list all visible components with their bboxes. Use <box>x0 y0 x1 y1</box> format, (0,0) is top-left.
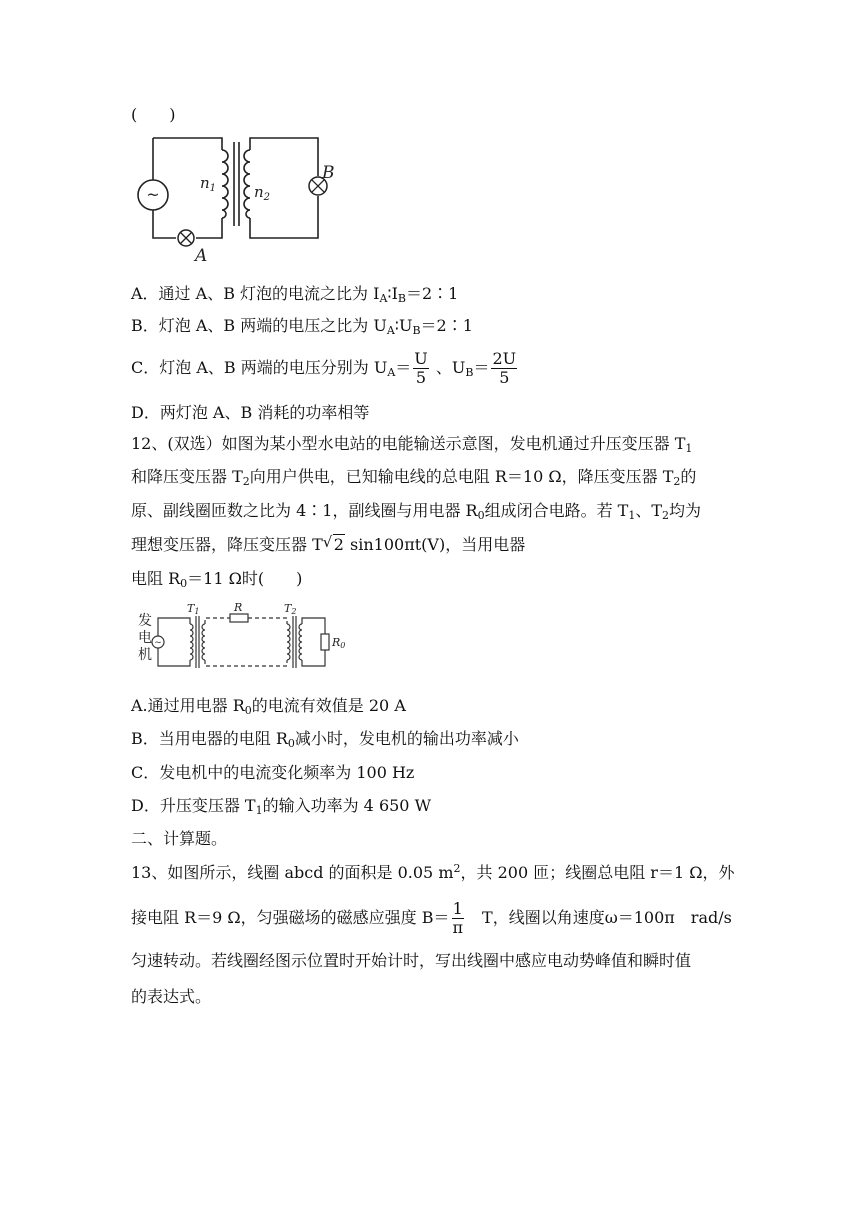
q13-stem-line-1: 13、如图所示，线圈 abcd 的面积是 0.05 $m^2$，共 200 匝；线圈总电阻 r＝1 Ω，外 <box>131 862 735 882</box>
q12-option-b: B．当用电器的电阻 $R_0$减小时，发电机的输出功率减小 <box>131 729 519 750</box>
q11-option-a: A．通过 A、B 灯泡的电流之比为 $I_A∶I_B=2∶1$ <box>131 284 459 305</box>
q12-power-transmission-figure <box>130 600 360 675</box>
label-t2: T2 <box>284 602 297 616</box>
q13-stem-line-3: 匀速转动。若线圈经图示位置时开始计时，写出线圈中感应电动势峰值和瞬时值 <box>131 951 692 970</box>
label-bulb-a: A <box>195 246 208 266</box>
q12-stem-line-3: 原、副线圈匝数之比为 4∶1，副线圈与用电器 $R_0$组成闭合电路。若 $T_1$、$T_2$均为 <box>131 501 702 522</box>
section-heading-calculation: 二、计算题。 <box>131 829 228 848</box>
label-t1: T1 <box>187 602 200 616</box>
q12-option-a: A.通过用电器 $R_0$的电流有效值是 20 A <box>131 696 406 717</box>
load-resistor-r0 <box>321 634 329 650</box>
q12-stem-line-2: 和降压变压器 $T_2$向用户供电，已知输电线的总电阻 R＝10 Ω，降压变压器 $T_2$的 <box>131 467 697 488</box>
fraction-2u-over-5: $\frac{2U}{5}$ <box>492 349 517 387</box>
svg-text:发: 发 <box>138 613 152 629</box>
label-n2: $n_2$ <box>254 183 271 203</box>
label-n1: $n_1$ <box>200 174 217 194</box>
svg-text:电: 电 <box>138 630 152 646</box>
q12-stem-line-5: 电阻 $R_0=11$ Ω时( ) <box>131 569 303 590</box>
fraction-u-over-5: $\frac{U}{5}$ <box>414 349 428 387</box>
fraction-1-over-pi: $\frac{1}{\pi}$ <box>452 899 464 937</box>
q11-option-b: B．灯泡 A、B 两端的电压之比为 $U_A∶U_B=2∶1$ <box>131 316 473 337</box>
q11-transformer-circuit-figure <box>130 128 360 268</box>
q13-stem-line-4: 的表达式。 <box>131 987 212 1006</box>
q12-stem-line-1: 12、(双选）如图为某小型水电站的电能输送示意图，发电机通过升压变压器 $T_1$ <box>131 434 693 455</box>
q13-stem-line-2: 接电阻 R＝9 Ω，匀强磁场的磁感应强度 B＝ $\frac{1}{\pi}$ T，线圈以角速度ω＝100π rad/s <box>131 899 732 937</box>
line-resistor-r <box>230 614 248 622</box>
generator-ac-source-icon <box>152 636 164 648</box>
label-r: R <box>234 601 243 614</box>
svg-text:~: ~ <box>154 638 162 648</box>
q11-option-c: C．灯泡 A、B 两端的电压分别为 $U_A=$ $\frac{U}{5}$ 、$U_B=$ $\frac{2U}{5}$ <box>131 349 517 387</box>
svg-text:机: 机 <box>138 647 152 663</box>
q11-answer-bracket: ( ) <box>131 105 176 124</box>
q12-option-d: D．升压变压器 $T_1$的输入功率为 4 650 W <box>131 796 432 817</box>
q12-option-c: C．发电机中的电流变化频率为 100 Hz <box>131 763 415 782</box>
sqrt-2: √ 2 <box>322 533 344 554</box>
label-r0: R0 <box>332 636 346 650</box>
q11-option-d: D．两灯泡 A、B 消耗的功率相等 <box>131 403 370 422</box>
ac-source-icon <box>138 180 168 210</box>
label-bulb-b: B <box>322 163 335 183</box>
q12-stem-line-4: 理想变压器，降压变压器 T √ 2 sin100πt(V)，当用电器 <box>131 533 526 554</box>
bulb-a-icon <box>178 230 194 246</box>
svg-text:~: ~ <box>146 185 160 204</box>
